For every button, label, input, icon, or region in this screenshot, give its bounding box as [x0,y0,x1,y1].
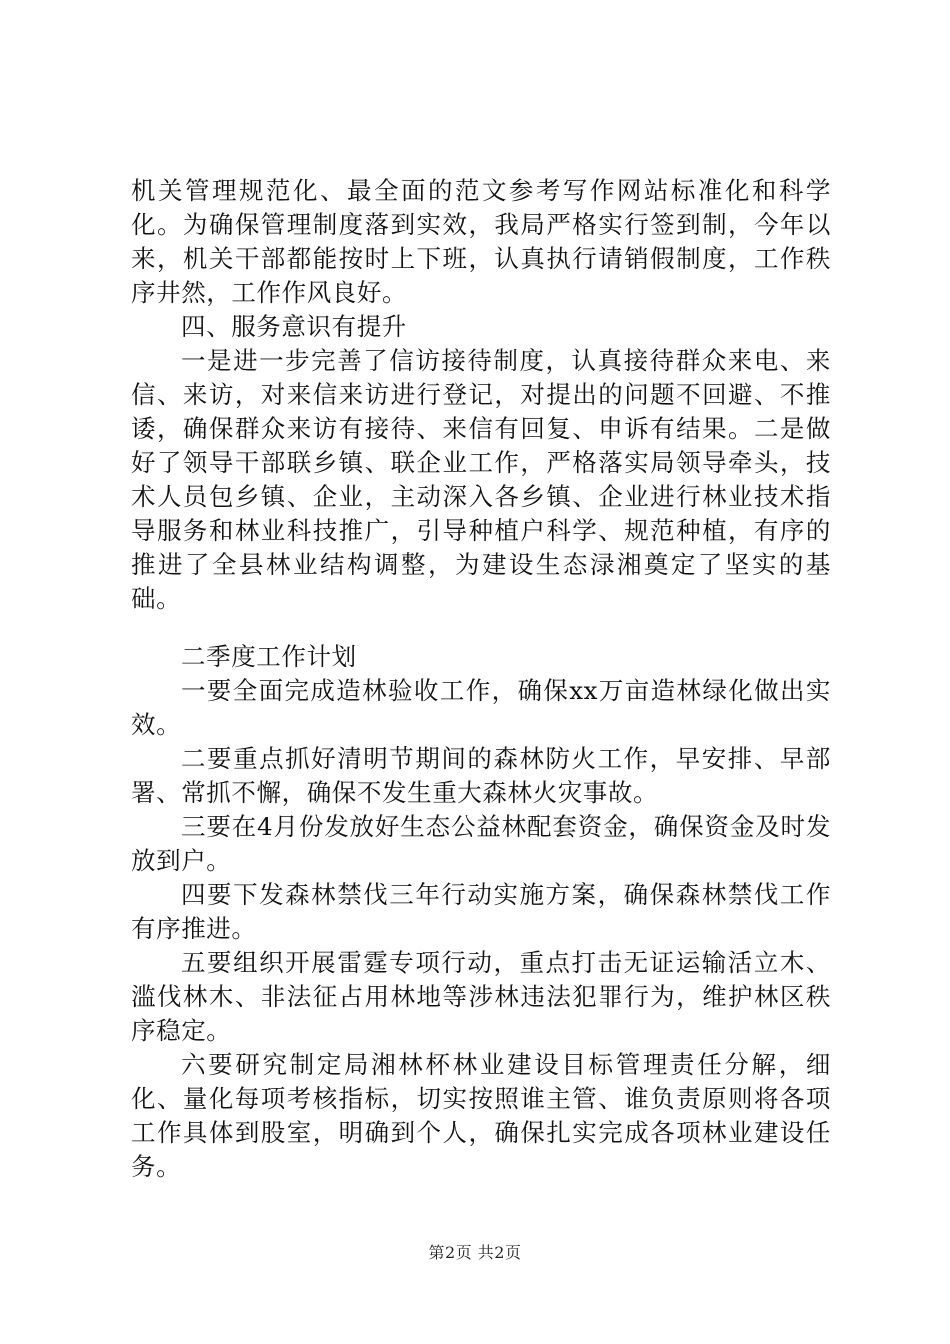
plan-item: 六要研究制定局湘林杯林业建设目标管理责任分解，细化、量化每项考核指标，切实按照谁主管、谁负责原则将各项工作具体到股室，明确到个人，确保扎实完成各项林业建设任务。 [131,1050,831,1181]
plan-item: 三要在4月份发放好生态公益林配套资金，确保资金及时发放到户。 [131,812,831,875]
plan-item: 一要全面完成造林验收工作，确保xx万亩造林绿化做出实效。 [131,676,831,739]
section-heading-service: 四、服务意识有提升 [181,312,407,341]
plan-item: 五要组织开展雷霆专项行动，重点打击无证运输活立木、滥伐林木、非法征占用林地等涉林违法犯罪行为，维护林区秩序稳定。 [131,948,831,1045]
section-spacer [131,616,831,640]
plan-item: 二要重点抓好清明节期间的森林防火工作，早安排、早部署、常抓不懈，确保不发生重大森林火灾事故。 [131,744,831,807]
paragraph-service: 一是进一步完善了信访接待制度，认真接待群众来电、来信、来访，对来信来访进行登记，对提出的问题不回避、不推诿，确保群众来访有接待、来信有回复、申诉有结果。二是做好了领导干部联乡镇、联企业工作，严格落实局领导牵头，技术人员包乡镇、企业，主动深入各乡镇、企业进行林业技术指导服务和林业科技推广，引导种植户科学、规范种植，有序的推进了全县林业结构调整，为建设生态渌湘奠定了坚实的基础。 [131,346,831,613]
paragraph-management: 机关管理规范化、最全面的范文参考写作网站标准化和科学化。为确保管理制度落到实效，我局严格实行签到制，今年以来，机关干部都能按时上下班，认真执行请销假制度，工作秩序井然，工作作风良好。 [131,176,831,307]
page-footer: 第2页 共2页 [428,1243,522,1262]
document-body [131,174,831,1184]
plan-item: 四要下发森林禁伐三年行动实施方案，确保森林禁伐工作有序推进。 [131,880,831,943]
plan-heading: 二季度工作计划 [181,642,357,671]
